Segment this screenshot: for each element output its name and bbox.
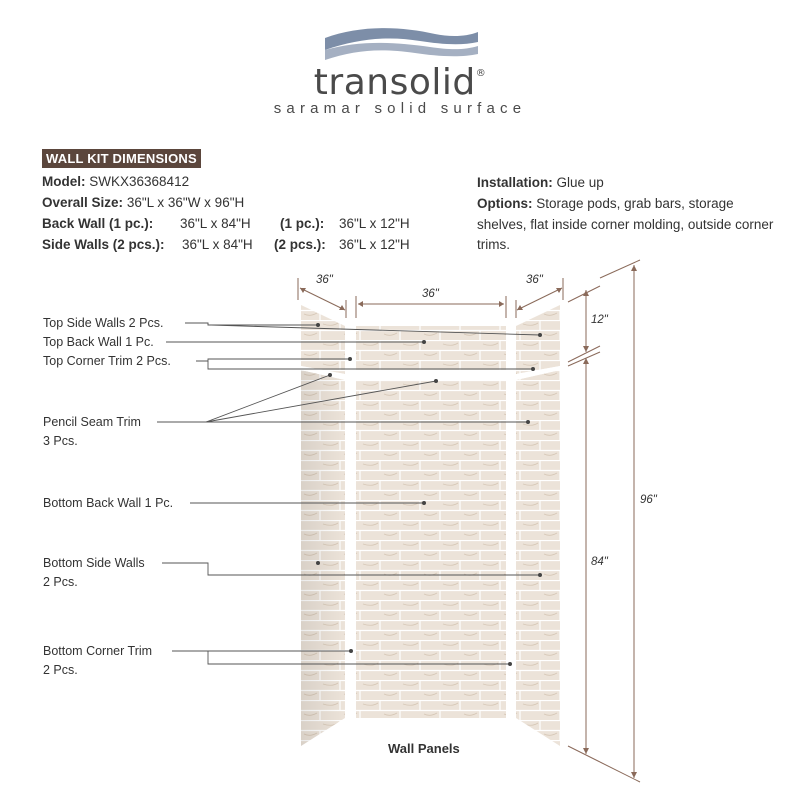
spec-back-wall-value: 36"L x 84"H [180, 216, 251, 231]
section-title: WALL KIT DIMENSIONS [42, 149, 201, 168]
dim-total-height: 96" [640, 494, 657, 506]
dim-top-height: 12" [591, 314, 608, 326]
callout-bottom-back-wall: Bottom Back Wall 1 Pc. [43, 496, 174, 510]
callout-top-corner-trim: Top Corner Trim 2 Pcs. [43, 354, 171, 368]
callout-top-side-walls: Top Side Walls 2 Pcs. [43, 316, 164, 330]
left-corner-trim [346, 326, 355, 718]
spec-model: Model: SWKX36368412 [42, 174, 190, 189]
dim-right-width: 36" [526, 274, 543, 286]
spec-installation: Installation: Glue up [477, 175, 604, 190]
spec-side-walls-top: (2 pcs.): [274, 237, 326, 252]
spec-overall-size: Overall Size: 36"L x 36"W x 96"H [42, 195, 245, 210]
bottom-back-wall [356, 380, 506, 718]
bottom-right-side-wall [516, 370, 560, 746]
callout-pencil-seam-trim: Pencil Seam Trim 3 Pcs. [43, 415, 141, 448]
top-right-side-wall [516, 305, 560, 374]
top-left-side-wall [301, 305, 345, 374]
callout-bottom-side-walls: Bottom Side Walls 2 Pcs. [43, 556, 145, 589]
dim-left-width: 36" [316, 274, 333, 286]
brand-name: transolid® [313, 62, 487, 103]
dim-center-width: 36" [422, 288, 439, 300]
callout-top-back-wall: Top Back Wall 1 Pc. [43, 335, 154, 349]
spec-back-wall-top-value: 36"L x 12"H [339, 216, 410, 231]
diagram-caption: Wall Panels [388, 741, 460, 756]
spec-side-walls-value: 36"L x 84"H [182, 237, 253, 252]
right-corner-trim [507, 326, 516, 718]
dim-bottom-height: 84" [591, 556, 608, 568]
spec-side-walls-top-value: 36"L x 12"H [339, 237, 410, 252]
spec-back-wall-top: (1 pc.): [280, 216, 325, 231]
callout-bottom-corner-trim: Bottom Corner Trim 2 Pcs. [43, 644, 153, 677]
top-back-wall [356, 326, 506, 370]
spec-back-wall: Back Wall (1 pc.): [42, 216, 154, 231]
spec-options: Options: Storage pods, grab bars, storage shelves, flat inside corner molding, outside corner trims. [477, 196, 774, 252]
brand-tagline: saramar solid surface [273, 100, 527, 117]
spec-side-walls: Side Walls (2 pcs.): [42, 237, 165, 252]
